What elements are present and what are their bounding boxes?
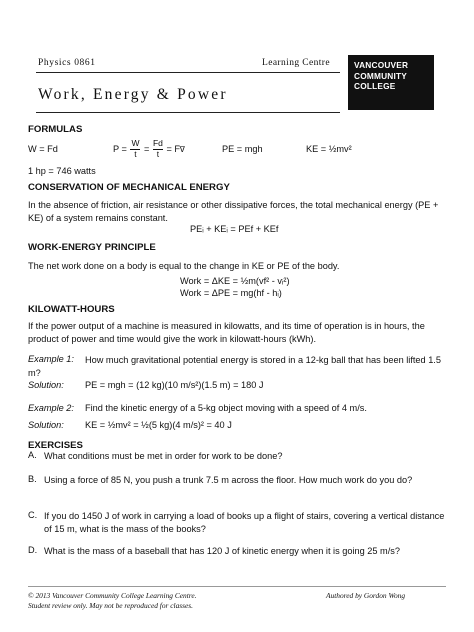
example-1-label: Example 1: — [28, 354, 74, 364]
exercise-b-letter: B. — [28, 474, 37, 484]
work-energy-equation-pe: Work = ΔPE = mg(hf - hᵢ) — [180, 288, 282, 298]
power-label: P = — [113, 144, 127, 154]
power-fraction-w-t — [129, 138, 141, 160]
example-2-label: Example 2: — [28, 403, 74, 413]
conservation-text: In the absence of friction, air resistance or other dissipative forces, the total mechanical energy (PE + KE) of a system remains constant. — [28, 200, 439, 223]
example-2-solution: KE = ½mv² = ½(5 kg)(4 m/s)² = 40 J — [85, 420, 232, 430]
footer-copyright — [28, 591, 197, 611]
title-divider — [36, 112, 340, 113]
exercise-d-text: What is the mass of a baseball that has 120 J of kinetic energy when it is going 25 m/s? — [44, 546, 400, 556]
conservation-heading: CONSERVATION OF MECHANICAL ENERGY — [28, 182, 230, 193]
horsepower-conversion: 1 hp = 746 watts — [28, 166, 96, 176]
conservation-equation: PEᵢ + KEᵢ = PEf + KEf — [190, 224, 279, 234]
power-formula — [113, 138, 185, 162]
header-divider — [36, 72, 340, 73]
logo-line-2: COMMUNITY — [354, 70, 407, 81]
example-2-solution-label: Solution: — [28, 420, 64, 430]
work-energy-text: The net work done on a body is equal to the change in KE or PE of the body. — [28, 261, 340, 271]
logo-line-3: COLLEGE — [354, 81, 396, 92]
kilowatt-hours-text: If the power output of a machine is measured in kilowatts, and its time of operation is in hours, the product of power and time would give the work in kilowatt-hours (kWh). — [28, 321, 425, 344]
exercise-c-letter: C. — [28, 510, 38, 520]
fraction-numerator: Fd — [152, 138, 163, 148]
copyright-line: © 2013 Vancouver Community College Learning Centre. — [28, 591, 197, 600]
learning-centre-label: Learning Centre — [262, 58, 330, 68]
footer-divider — [28, 586, 446, 587]
example-1-solution: PE = mgh = (12 kg)(10 m/s²)(1.5 m) = 180 J — [85, 380, 264, 390]
exercise-a-text: What conditions must be met in order for work to be done? — [44, 451, 283, 461]
work-formula: W = Fd — [28, 144, 58, 154]
work-energy-heading: WORK-ENERGY PRINCIPLE — [28, 242, 156, 253]
fraction-numerator: W — [131, 138, 140, 148]
exercise-b-text: Using a force of 85 N, you push a trunk 7.5 m across the floor. How much work do you do? — [44, 475, 413, 485]
pe-formula: PE = mgh — [222, 144, 263, 154]
logo-line-1: VANCOUVER — [354, 60, 409, 70]
ke-formula: KE = ½mv² — [306, 144, 352, 154]
equals-sign: = — [144, 144, 150, 154]
exercise-d-letter: D. — [28, 545, 38, 555]
exercises-heading: EXERCISES — [28, 440, 83, 451]
work-energy-equation-ke: Work = ΔKE = ½m(vf² - vᵢ²) — [180, 276, 290, 286]
power-fraction-fd-t — [152, 138, 164, 160]
exercise-c-text: If you do 1450 J of work in carrying a load of books up a flight of stairs, covering a vertical distance of 15 m, what is the mass of the books? — [44, 511, 445, 534]
fraction-denominator: t — [134, 149, 137, 159]
example-2-question: Find the kinetic energy of a 5-kg object moving with a speed of 4 m/s. — [85, 403, 367, 413]
footer-author: Authored by Gordon Wong — [326, 591, 406, 600]
formulas-heading: FORMULAS — [28, 124, 83, 135]
review-note: Student review only. May not be reproduced for classes. — [28, 601, 194, 610]
fraction-denominator: t — [156, 149, 160, 159]
page-title: Work, Energy & Power — [38, 86, 228, 103]
example-1-question: How much gravitational potential energy is stored in a 12-kg ball that has been lifted 1.5 m? — [28, 355, 441, 378]
vcc-logo — [348, 55, 434, 110]
example-1-solution-label: Solution: — [28, 380, 64, 390]
course-code: Physics 0861 — [38, 58, 96, 68]
exercise-a-letter: A. — [28, 450, 37, 460]
kilowatt-hours-heading: KILOWATT-HOURS — [28, 304, 115, 315]
power-velocity-term: = Fv̅ — [166, 144, 185, 154]
